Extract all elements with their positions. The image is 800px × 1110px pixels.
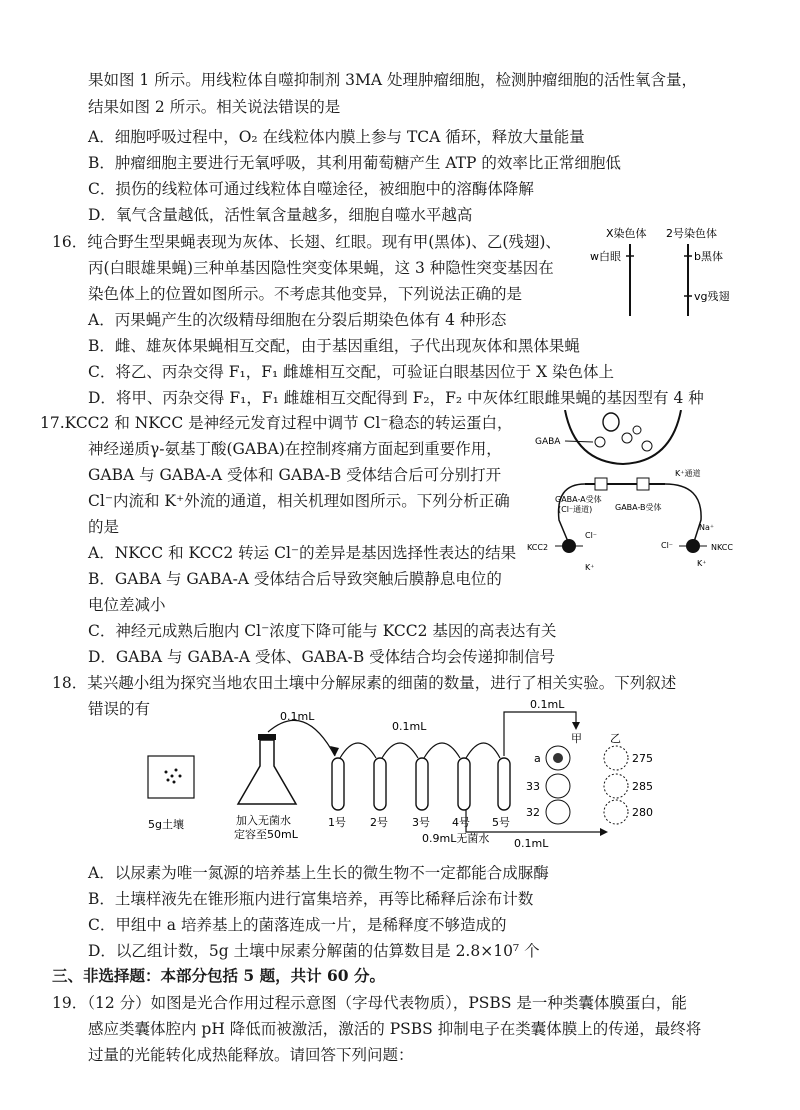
q16-option-c: C．将乙、丙杂交得 F₁，F₁ 雌雄相互交配，可验证白眼基因位于 X 染色体上 bbox=[88, 363, 615, 381]
q17-option-c: C．神经元成熟后胞内 Cl⁻浓度下降可能与 KCC2 基因的高表达有关 bbox=[88, 622, 557, 640]
q15-option-d: D．氧气含量越低，活性氧含量越多，细胞自噬水平越高 bbox=[88, 206, 473, 224]
plate-a-label: a bbox=[534, 752, 541, 765]
gaba-label: GABA bbox=[535, 437, 561, 447]
q18-option-a: A．以尿素为唯一氮源的培养基上生长的微生物不一定都能合成脲酶 bbox=[88, 864, 549, 882]
q18-option-c: C．甲组中 a 培养基上的菌落连成一片，是稀释度不够造成的 bbox=[88, 916, 507, 934]
tube-2-label: 2号 bbox=[370, 816, 388, 829]
q16-line1: 16．纯合野生型果蝇表现为灰体、长翅、红眼。现有甲(黑体)、乙(残翅)、 bbox=[52, 233, 561, 251]
q16-option-a: A．丙果蝇产生的次级精母细胞在分裂后期染色体有 4 种形态 bbox=[88, 311, 507, 329]
synapse-diagram bbox=[525, 410, 765, 582]
q15-line1: 果如图 1 所示。用线粒体自噬抑制剂 3MA 处理肿瘤细胞，检测肿瘤细胞的活性氧含量， bbox=[88, 71, 697, 89]
cl-right-label: Cl⁻ bbox=[661, 541, 674, 550]
q17-line1: 17.KCC2 和 NKCC 是神经元发育过程中调节 Cl⁻稳态的转运蛋白， bbox=[40, 414, 513, 432]
cl-channel-label: (Cl⁻通道) bbox=[558, 505, 593, 514]
gaba-a-label: GABA-A受体 bbox=[555, 495, 602, 504]
q17-line5: 的是 bbox=[88, 518, 120, 536]
q15-option-a: A．细胞呼吸过程中，O₂ 在线粒体内膜上参与 TCA 循环，释放大量能量 bbox=[88, 128, 585, 146]
tube-4-label: 4号 bbox=[452, 816, 470, 829]
soil-label: 5g土壤 bbox=[148, 818, 184, 831]
section-3-heading: 三、非选择题：本部分包括 5 题，共计 60 分。 bbox=[52, 966, 385, 985]
plate-yi-1 bbox=[604, 746, 628, 770]
kcc2-label: KCC2 bbox=[527, 543, 549, 552]
transfer-1-label: 0.1mL bbox=[280, 710, 315, 723]
gene-vg-label: vg残翅 bbox=[694, 290, 730, 303]
x-chromosome-label: X染色体 bbox=[606, 227, 647, 240]
k-channel-label: K⁺通道 bbox=[675, 469, 701, 478]
q18-line2: 错误的有 bbox=[88, 700, 151, 718]
nkcc-label: NKCC bbox=[711, 543, 733, 552]
q17-line4: Cl⁻内流和 K⁺外流的通道，相关机理如图所示。下列分析正确 bbox=[88, 492, 510, 510]
flask-label-2: 定容至50mL bbox=[234, 828, 298, 841]
plate-yi-2 bbox=[604, 774, 628, 798]
q17-option-d: D．GABA 与 GABA-A 受体、GABA-B 受体结合均会传递抑制信号 bbox=[88, 648, 556, 666]
k-left-label: K⁺ bbox=[585, 563, 595, 572]
q17-line2: 神经递质γ-氨基丁酸(GABA)在控制疼痛方面起到重要作用， bbox=[88, 440, 502, 458]
q17-line3: GABA 与 GABA-A 受体和 GABA-B 受体结合后可分别打开 bbox=[88, 466, 502, 484]
yi-count-2: 285 bbox=[632, 780, 653, 793]
flask-label: 加入无菌水 bbox=[236, 814, 291, 827]
sterile-water-label: 0.9mL无菌水 bbox=[422, 832, 490, 845]
q17-option-b-line1: B．GABA 与 GABA-A 受体结合后导致突触后膜静息电位的 bbox=[88, 570, 502, 588]
q16-option-b: B．雌、雄灰体果蝇相互交配，由于基因重组，子代出现灰体和黑体果蝇 bbox=[88, 337, 580, 355]
q15-line2: 结果如图 2 所示。相关说法错误的是 bbox=[88, 98, 341, 116]
plate-jia-3 bbox=[546, 800, 570, 824]
q16-option-d: D．将甲、丙杂交得 F₁，F₁ 雌雄相互交配得到 F₂，F₂ 中灰体红眼雌果蝇的基因型有 4 种 bbox=[88, 389, 704, 407]
presynaptic-membrane bbox=[565, 410, 681, 464]
group-yi-label: 乙 bbox=[610, 732, 621, 745]
q15-option-c: C．损伤的线粒体可通过线粒体自噬途径，被细胞中的溶酶体降解 bbox=[88, 180, 534, 198]
transfer-4-label: 0.1mL bbox=[514, 837, 549, 850]
group-jia-label: 甲 bbox=[571, 732, 582, 745]
q18-line1: 18．某兴趣小组为探究当地农田土壤中分解尿素的细菌的数量，进行了相关实验。下列叙述 bbox=[52, 674, 677, 692]
k-right-label: K⁺ bbox=[697, 559, 707, 568]
gaba-b-label: GABA-B受体 bbox=[615, 503, 662, 512]
gene-w-label: w白眼 bbox=[590, 250, 621, 263]
jia-count-2: 32 bbox=[526, 806, 540, 819]
q18-option-d: D．以乙组计数，5g 土壤中尿素分解菌的估算数目是 2.8×10⁷ 个 bbox=[88, 942, 540, 960]
plate-yi-3 bbox=[604, 800, 628, 824]
transfer-2-label: 0.1mL bbox=[392, 720, 427, 733]
tube-1-label: 1号 bbox=[328, 816, 346, 829]
vesicle bbox=[603, 413, 619, 431]
jia-count-1: 33 bbox=[526, 780, 540, 793]
q19-line1: 19．（12 分）如图是光合作用过程示意图（字母代表物质），PSBS 是一种类囊体膜蛋白，能 bbox=[52, 994, 687, 1012]
chromosome-diagram bbox=[588, 224, 738, 324]
conical-flask bbox=[238, 740, 296, 804]
cl-left-label: Cl⁻ bbox=[585, 531, 598, 540]
yi-count-1: 275 bbox=[632, 752, 653, 765]
transfer-3-label: 0.1mL bbox=[530, 700, 565, 711]
q16-line3: 染色体上的位置如图所示。不考虑其他变异，下列说法正确的是 bbox=[88, 285, 523, 303]
yi-count-3: 280 bbox=[632, 806, 653, 819]
q17-option-a: A．NKCC 和 KCC2 转运 Cl⁻的差异是基因选择性表达的结果 bbox=[88, 544, 517, 562]
q16-line2: 丙(白眼雄果蝇)三种单基因隐性突变体果蝇，这 3 种隐性突变基因在 bbox=[88, 259, 554, 277]
q15-option-b: B．肿瘤细胞主要进行无氧呼吸，其利用葡萄糖产生 ATP 的效率比正常细胞低 bbox=[88, 154, 621, 172]
q19-line2: 感应类囊体腔内 pH 降低而被激活，激活的 PSBS 抑制电子在类囊体膜上的传递，最终将 bbox=[88, 1020, 702, 1038]
tube-3-label: 3号 bbox=[412, 816, 430, 829]
plate-jia-2 bbox=[546, 774, 570, 798]
q17-option-b-line2: 电位差减小 bbox=[88, 596, 166, 614]
gene-b-label: b黑体 bbox=[694, 250, 723, 263]
q19-line3: 过量的光能转化成热能释放。请回答下列问题： bbox=[88, 1046, 414, 1064]
q18-option-b: B．土壤样液先在锥形瓶内进行富集培养，再等比稀释后涂布计数 bbox=[88, 890, 534, 908]
na-right-label: Na⁺ bbox=[699, 523, 715, 532]
chromosome-2-label: 2号染色体 bbox=[666, 227, 717, 240]
tube-5-label: 5号 bbox=[492, 816, 510, 829]
dilution-diagram bbox=[130, 700, 660, 852]
